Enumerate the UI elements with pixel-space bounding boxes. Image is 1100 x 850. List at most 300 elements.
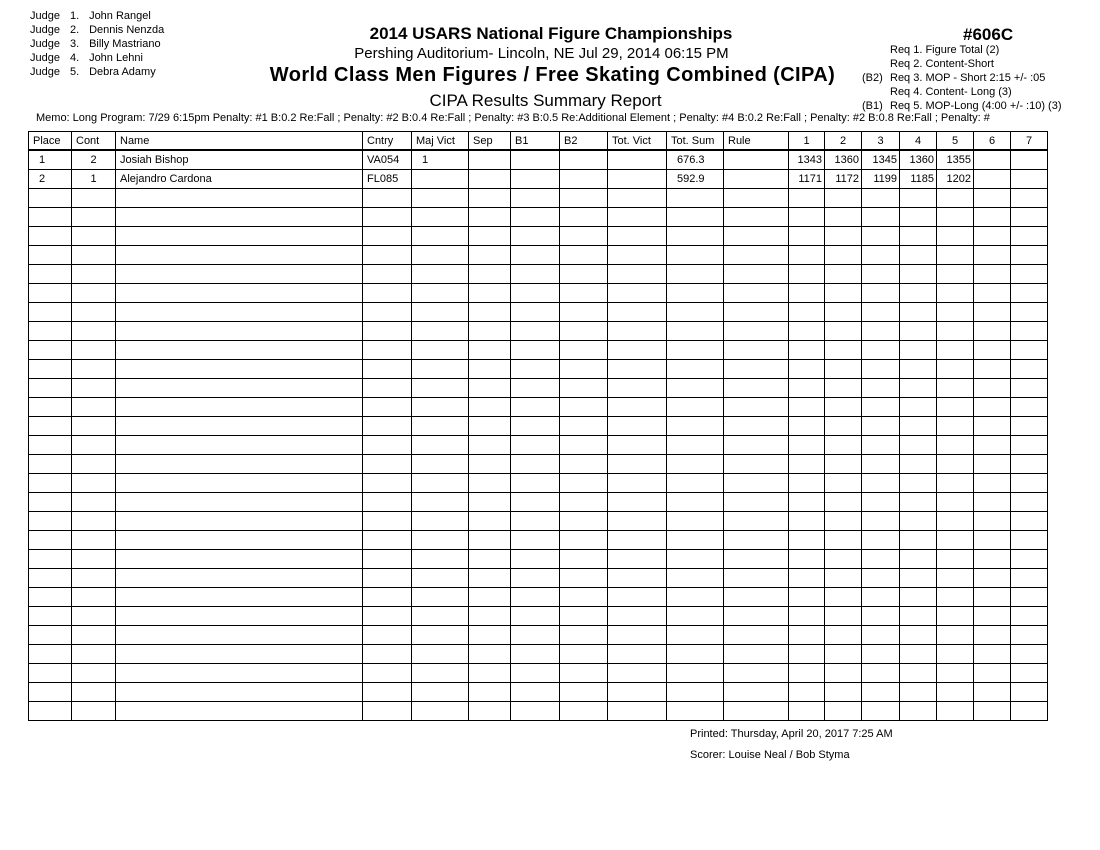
judge-5-score: 1202 — [937, 170, 974, 189]
empty-cell — [974, 436, 1011, 455]
empty-cell — [825, 550, 862, 569]
empty-cell — [511, 683, 560, 702]
judge-2-score: 1172 — [825, 170, 862, 189]
empty-cell — [511, 531, 560, 550]
empty-cell — [862, 417, 900, 436]
empty-cell — [862, 493, 900, 512]
col-cont: Cont — [72, 132, 116, 151]
empty-cell — [412, 664, 469, 683]
empty-cell — [724, 284, 789, 303]
empty-cell — [1011, 702, 1048, 721]
empty-table-row — [29, 664, 1048, 683]
empty-cell — [1011, 664, 1048, 683]
judge-3-score: 1199 — [862, 170, 900, 189]
empty-cell — [363, 474, 412, 493]
empty-cell — [412, 493, 469, 512]
empty-cell — [862, 455, 900, 474]
empty-cell — [724, 493, 789, 512]
empty-cell — [511, 664, 560, 683]
empty-cell — [469, 189, 511, 208]
judge-6-score — [974, 150, 1011, 170]
empty-cell — [900, 227, 937, 246]
empty-cell — [608, 417, 667, 436]
empty-cell — [937, 531, 974, 550]
empty-cell — [1011, 550, 1048, 569]
judge-name: Dennis Nenzda — [89, 24, 165, 36]
col-b1: B1 — [511, 132, 560, 151]
empty-cell — [116, 645, 363, 664]
empty-cell — [1011, 208, 1048, 227]
empty-cell — [29, 626, 72, 645]
empty-cell — [724, 455, 789, 474]
scorer-names: Scorer: Louise Neal / Bob Styma — [690, 749, 850, 761]
empty-cell — [724, 227, 789, 246]
empty-cell — [511, 626, 560, 645]
empty-cell — [937, 379, 974, 398]
empty-cell — [469, 284, 511, 303]
empty-cell — [363, 436, 412, 455]
judge-5-score: 1355 — [937, 150, 974, 170]
empty-cell — [511, 284, 560, 303]
judge-name: John Lehni — [89, 52, 143, 64]
empty-cell — [1011, 626, 1048, 645]
empty-cell — [469, 702, 511, 721]
empty-cell — [900, 398, 937, 417]
empty-cell — [937, 246, 974, 265]
empty-cell — [667, 493, 724, 512]
empty-cell — [29, 208, 72, 227]
empty-cell — [974, 208, 1011, 227]
empty-cell — [363, 284, 412, 303]
empty-cell — [72, 626, 116, 645]
empty-cell — [72, 341, 116, 360]
empty-cell — [667, 379, 724, 398]
empty-cell — [116, 550, 363, 569]
empty-cell — [608, 493, 667, 512]
empty-cell — [29, 683, 72, 702]
empty-cell — [511, 550, 560, 569]
cont-cell: 1 — [72, 170, 116, 189]
empty-cell — [937, 417, 974, 436]
col-judge-7: 7 — [1011, 132, 1048, 151]
requirements-list — [862, 43, 1062, 113]
empty-table-row — [29, 398, 1048, 417]
empty-cell — [789, 455, 825, 474]
empty-cell — [412, 569, 469, 588]
sep-cell — [469, 150, 511, 170]
empty-cell — [862, 265, 900, 284]
empty-cell — [862, 512, 900, 531]
place-cell: 1 — [29, 150, 72, 170]
maj-vict-cell: 1 — [412, 150, 469, 170]
empty-cell — [560, 303, 608, 322]
empty-cell — [29, 702, 72, 721]
empty-cell — [72, 436, 116, 455]
empty-cell — [511, 246, 560, 265]
empty-cell — [29, 512, 72, 531]
empty-cell — [511, 379, 560, 398]
venue-datetime: Pershing Auditorium- Lincoln, NE Jul 29, 2014 06:15 PM — [354, 45, 729, 62]
empty-cell — [29, 664, 72, 683]
empty-table-row — [29, 531, 1048, 550]
empty-cell — [789, 588, 825, 607]
empty-cell — [608, 379, 667, 398]
empty-cell — [862, 341, 900, 360]
empty-cell — [1011, 303, 1048, 322]
empty-cell — [937, 227, 974, 246]
empty-table-row — [29, 265, 1048, 284]
empty-cell — [608, 626, 667, 645]
judge-4-score: 1185 — [900, 170, 937, 189]
empty-cell — [789, 379, 825, 398]
requirement-item: Req 2. Content-Short — [890, 58, 994, 70]
empty-cell — [789, 189, 825, 208]
empty-cell — [937, 322, 974, 341]
requirement-item: (B2) Req 3. MOP - Short 2:15 +/- :05 — [862, 72, 1046, 84]
b1-cell — [511, 170, 560, 189]
empty-cell — [72, 417, 116, 436]
empty-cell — [469, 607, 511, 626]
empty-cell — [900, 341, 937, 360]
empty-cell — [363, 607, 412, 626]
empty-cell — [974, 531, 1011, 550]
empty-cell — [825, 683, 862, 702]
col-judge-3: 3 — [862, 132, 900, 151]
rule-cell — [724, 150, 789, 170]
empty-cell — [862, 379, 900, 398]
empty-cell — [789, 550, 825, 569]
empty-cell — [724, 417, 789, 436]
empty-cell — [667, 341, 724, 360]
empty-cell — [724, 246, 789, 265]
empty-cell — [862, 246, 900, 265]
empty-cell — [469, 208, 511, 227]
empty-cell — [937, 265, 974, 284]
empty-cell — [937, 455, 974, 474]
judge-1-score: 1343 — [789, 150, 825, 170]
empty-cell — [825, 341, 862, 360]
empty-cell — [560, 417, 608, 436]
empty-cell — [412, 379, 469, 398]
empty-cell — [974, 303, 1011, 322]
empty-cell — [937, 189, 974, 208]
empty-cell — [608, 664, 667, 683]
empty-cell — [724, 303, 789, 322]
maj-vict-cell — [412, 170, 469, 189]
empty-cell — [72, 474, 116, 493]
empty-cell — [667, 588, 724, 607]
empty-table-row — [29, 379, 1048, 398]
empty-cell — [412, 227, 469, 246]
empty-cell — [862, 607, 900, 626]
empty-cell — [72, 398, 116, 417]
empty-cell — [667, 474, 724, 493]
empty-cell — [789, 227, 825, 246]
judge-entry: Judge 1. John Rangel — [30, 10, 151, 22]
empty-cell — [469, 512, 511, 531]
results-table — [28, 131, 1048, 721]
empty-cell — [608, 246, 667, 265]
empty-cell — [974, 379, 1011, 398]
empty-cell — [608, 702, 667, 721]
empty-cell — [29, 265, 72, 284]
empty-cell — [511, 455, 560, 474]
col-cntry: Cntry — [363, 132, 412, 151]
empty-table-row — [29, 360, 1048, 379]
empty-cell — [1011, 474, 1048, 493]
empty-cell — [511, 436, 560, 455]
empty-cell — [724, 474, 789, 493]
empty-cell — [724, 645, 789, 664]
empty-cell — [667, 683, 724, 702]
empty-cell — [116, 474, 363, 493]
empty-cell — [511, 607, 560, 626]
empty-cell — [1011, 607, 1048, 626]
empty-cell — [511, 474, 560, 493]
empty-cell — [825, 284, 862, 303]
empty-cell — [116, 417, 363, 436]
empty-cell — [900, 189, 937, 208]
empty-cell — [412, 246, 469, 265]
empty-cell — [789, 284, 825, 303]
empty-cell — [560, 645, 608, 664]
empty-cell — [511, 645, 560, 664]
empty-cell — [937, 208, 974, 227]
empty-cell — [667, 284, 724, 303]
requirement-item: Req 4. Content- Long (3) — [890, 86, 1012, 98]
empty-cell — [469, 265, 511, 284]
empty-cell — [862, 569, 900, 588]
empty-cell — [789, 645, 825, 664]
empty-cell — [363, 683, 412, 702]
empty-cell — [789, 360, 825, 379]
empty-cell — [363, 702, 412, 721]
empty-cell — [1011, 512, 1048, 531]
empty-cell — [116, 208, 363, 227]
empty-cell — [29, 189, 72, 208]
empty-cell — [72, 227, 116, 246]
empty-cell — [862, 626, 900, 645]
empty-cell — [608, 607, 667, 626]
table-row — [29, 150, 1048, 170]
empty-cell — [412, 645, 469, 664]
judge-3-score: 1345 — [862, 150, 900, 170]
empty-cell — [608, 341, 667, 360]
empty-cell — [412, 189, 469, 208]
empty-cell — [560, 436, 608, 455]
empty-cell — [560, 265, 608, 284]
empty-cell — [511, 512, 560, 531]
empty-cell — [608, 550, 667, 569]
judge-7-score — [1011, 150, 1048, 170]
empty-cell — [412, 341, 469, 360]
cntry-cell: FL085 — [363, 170, 412, 189]
empty-cell — [72, 303, 116, 322]
empty-cell — [469, 531, 511, 550]
empty-cell — [511, 227, 560, 246]
empty-cell — [608, 189, 667, 208]
rule-cell — [724, 170, 789, 189]
empty-cell — [412, 398, 469, 417]
empty-cell — [363, 208, 412, 227]
event-number: #606C — [963, 25, 1014, 44]
empty-cell — [608, 474, 667, 493]
empty-cell — [724, 569, 789, 588]
judge-name: Debra Adamy — [89, 66, 156, 78]
empty-table-row — [29, 569, 1048, 588]
empty-cell — [667, 417, 724, 436]
empty-table-row — [29, 436, 1048, 455]
empty-cell — [469, 645, 511, 664]
empty-table-row — [29, 550, 1048, 569]
empty-cell — [974, 417, 1011, 436]
empty-cell — [412, 455, 469, 474]
empty-cell — [72, 360, 116, 379]
empty-cell — [560, 474, 608, 493]
empty-table-row — [29, 702, 1048, 721]
empty-cell — [560, 284, 608, 303]
empty-cell — [116, 702, 363, 721]
empty-cell — [789, 246, 825, 265]
empty-cell — [667, 265, 724, 284]
empty-cell — [29, 398, 72, 417]
empty-cell — [469, 569, 511, 588]
empty-cell — [511, 303, 560, 322]
empty-cell — [412, 550, 469, 569]
empty-cell — [667, 322, 724, 341]
empty-cell — [116, 227, 363, 246]
empty-cell — [29, 227, 72, 246]
empty-cell — [825, 360, 862, 379]
col-judge-4: 4 — [900, 132, 937, 151]
empty-cell — [825, 569, 862, 588]
empty-cell — [116, 341, 363, 360]
empty-cell — [363, 379, 412, 398]
empty-table-row — [29, 645, 1048, 664]
empty-cell — [511, 208, 560, 227]
empty-cell — [667, 360, 724, 379]
empty-cell — [937, 436, 974, 455]
empty-cell — [469, 474, 511, 493]
empty-cell — [363, 645, 412, 664]
empty-cell — [937, 664, 974, 683]
empty-cell — [29, 303, 72, 322]
empty-cell — [825, 303, 862, 322]
empty-cell — [825, 702, 862, 721]
judge-entry: Judge 2. Dennis Nenzda — [30, 24, 165, 36]
empty-cell — [469, 246, 511, 265]
empty-cell — [560, 189, 608, 208]
empty-cell — [937, 588, 974, 607]
empty-cell — [724, 436, 789, 455]
empty-cell — [363, 227, 412, 246]
empty-cell — [412, 303, 469, 322]
empty-cell — [825, 588, 862, 607]
empty-cell — [1011, 569, 1048, 588]
empty-cell — [825, 474, 862, 493]
empty-cell — [511, 398, 560, 417]
empty-cell — [724, 265, 789, 284]
empty-cell — [724, 398, 789, 417]
empty-table-row — [29, 227, 1048, 246]
empty-cell — [900, 512, 937, 531]
empty-cell — [608, 398, 667, 417]
empty-cell — [560, 379, 608, 398]
empty-cell — [116, 398, 363, 417]
empty-cell — [937, 645, 974, 664]
empty-cell — [116, 493, 363, 512]
empty-cell — [29, 417, 72, 436]
empty-cell — [560, 664, 608, 683]
empty-cell — [608, 322, 667, 341]
empty-cell — [862, 683, 900, 702]
name-cell: Alejandro Cardona — [116, 170, 363, 189]
empty-cell — [412, 474, 469, 493]
empty-cell — [363, 265, 412, 284]
empty-cell — [974, 189, 1011, 208]
empty-cell — [1011, 322, 1048, 341]
empty-cell — [789, 626, 825, 645]
empty-cell — [412, 284, 469, 303]
empty-cell — [900, 379, 937, 398]
empty-cell — [974, 398, 1011, 417]
empty-cell — [900, 322, 937, 341]
empty-cell — [511, 569, 560, 588]
empty-cell — [724, 531, 789, 550]
empty-cell — [724, 664, 789, 683]
empty-cell — [825, 208, 862, 227]
empty-cell — [608, 360, 667, 379]
empty-cell — [1011, 265, 1048, 284]
empty-cell — [900, 569, 937, 588]
empty-cell — [825, 512, 862, 531]
empty-cell — [412, 512, 469, 531]
empty-cell — [825, 626, 862, 645]
empty-cell — [469, 379, 511, 398]
empty-cell — [789, 398, 825, 417]
empty-cell — [469, 550, 511, 569]
empty-cell — [363, 246, 412, 265]
empty-cell — [667, 398, 724, 417]
empty-cell — [511, 417, 560, 436]
empty-cell — [825, 265, 862, 284]
empty-cell — [412, 607, 469, 626]
empty-cell — [937, 474, 974, 493]
empty-cell — [72, 683, 116, 702]
empty-cell — [974, 607, 1011, 626]
empty-cell — [363, 303, 412, 322]
empty-cell — [862, 189, 900, 208]
empty-cell — [1011, 189, 1048, 208]
empty-cell — [667, 436, 724, 455]
empty-cell — [900, 588, 937, 607]
empty-cell — [724, 208, 789, 227]
empty-cell — [974, 569, 1011, 588]
empty-cell — [29, 379, 72, 398]
empty-cell — [974, 227, 1011, 246]
empty-cell — [29, 341, 72, 360]
empty-cell — [116, 284, 363, 303]
empty-cell — [825, 493, 862, 512]
col-sep: Sep — [469, 132, 511, 151]
memo-line: Memo: Long Program: 7/29 6:15pm Penalty: #1 B:0.2 Re:Fall ; Penalty: #2 B:0.4 Re:Fall ; Penalty: #3 B:0.5 Re:Additional Element ; Penalty: #4 B:0.2 Re:Fall ; Penalty: #2 B:0.8 Re:Fall ; Penalty: # — [36, 112, 990, 124]
empty-cell — [1011, 246, 1048, 265]
empty-cell — [789, 474, 825, 493]
empty-cell — [29, 588, 72, 607]
empty-cell — [511, 322, 560, 341]
empty-cell — [560, 398, 608, 417]
b1-cell — [511, 150, 560, 170]
